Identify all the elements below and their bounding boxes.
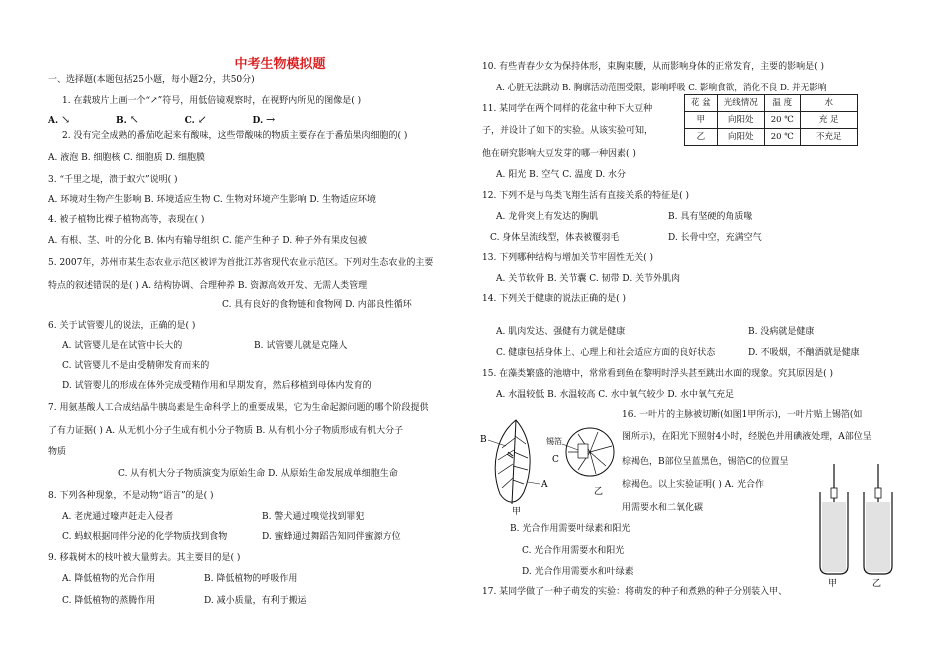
question-13: 13. 下列哪种结构与增加关节牢固性无关( ) bbox=[482, 253, 654, 263]
question-6-option-d: D. 试管婴儿的形成在体外完成受精作用和早期发育，然后移植到母体内发育的 bbox=[62, 381, 372, 391]
question-8-option-c: C. 蚂蚁根据同伴分泌的化学物质找到食物 bbox=[62, 532, 228, 542]
experiment-table bbox=[684, 94, 858, 146]
question-8-option-b: B. 警犬通过嗅觉找到罪犯 bbox=[262, 512, 365, 522]
question-6-option-a: A. 试管婴儿是在试管中长大的 bbox=[62, 341, 183, 351]
question-3-options: A. 环境对生物产生影响 B. 环境适应生物 C. 生物对环境产生影响 D. 生物适应环境 bbox=[48, 195, 377, 205]
leaf-experiment-figure bbox=[478, 408, 620, 518]
question-16-option-b: B. 光合作用需要叶绿素和阳光 bbox=[510, 524, 631, 534]
section-heading: 一、选择题(本题包括25小题，每小题2分，共50分) bbox=[48, 75, 255, 85]
arrow-up-left-icon: ↖ bbox=[129, 113, 139, 126]
table-row bbox=[685, 129, 858, 146]
question-16-line5: 用需要水和二氧化碳 bbox=[622, 503, 704, 513]
flask-jia bbox=[820, 464, 848, 574]
question-4-options: A. 有根、茎、叶的分化 B. 体内有输导组织 C. 能产生种子 D. 种子外有果皮包被 bbox=[48, 236, 368, 246]
question-1: 1. 在载玻片上画一个“↗”符号，用低倍镜观察时，在视野内所见的图像是( ) bbox=[62, 96, 362, 106]
table-row bbox=[685, 112, 858, 129]
question-15: 15. 在藻类繁盛的池塘中，常常看到鱼在黎明时浮头甚至跳出水面的现象。究其原因是( ) bbox=[482, 369, 834, 379]
question-9-option-a: A. 降低植物的光合作用 bbox=[62, 574, 156, 584]
label-jia: 甲 bbox=[512, 507, 522, 517]
question-1-options bbox=[48, 113, 275, 127]
question-9-option-b: B. 降低植物的呼吸作用 bbox=[204, 574, 298, 584]
table-cell: 充 足 bbox=[800, 112, 857, 129]
question-12: 12. 下列不是与鸟类飞翔生活有直接关系的特征是( ) bbox=[482, 191, 690, 201]
label-foil: 锡箔 bbox=[546, 437, 562, 446]
question-11-line1: 11. 某同学在两个同样的花盆中种下大豆种 bbox=[482, 104, 653, 114]
question-16-option-c: C. 光合作用需要水和阳光 bbox=[522, 546, 625, 556]
label-c: C bbox=[552, 455, 559, 465]
table-cell: 向阳处 bbox=[717, 129, 764, 146]
arrow-right-icon: → bbox=[266, 113, 276, 126]
question-2: 2. 没有完全成熟的番茄吃起来有酸味，这些带酸味的物质主要存在于番茄果肉细胞的( ) bbox=[62, 131, 408, 141]
table-header: 温 度 bbox=[764, 95, 800, 112]
table-cell: 不充足 bbox=[800, 129, 857, 146]
flask-yi bbox=[864, 464, 892, 574]
q1-option-b: B. bbox=[115, 116, 127, 126]
question-17: 17. 某同学做了一种子萌发的实验：将萌发的种子和煮熟的种子分别装入甲、 bbox=[482, 587, 788, 597]
question-7-line2: 了有力证据( ) A. 从无机小分子生成有机小分子物质 B. 从有机小分子物质形成有机大分子 bbox=[48, 426, 404, 436]
question-4: 4. 被子植物比裸子植物高等，表现在( ) bbox=[48, 215, 205, 225]
q1-option-c: C. bbox=[184, 116, 195, 126]
question-13-options: A. 关节软骨 B. 关节囊 C. 韧带 D. 关节外肌肉 bbox=[496, 274, 681, 284]
table-cell: 向阳处 bbox=[717, 112, 764, 129]
leaf-jia-drawing bbox=[495, 420, 530, 504]
question-12-option-c: C. 身体呈流线型，体表被覆羽毛 bbox=[490, 233, 620, 243]
question-5-line1: 5. 2007年，苏州市某生态农业示范区被评为首批江苏省现代农业示范区。下列对生态农业的主要 bbox=[48, 258, 434, 268]
question-8-option-a: A. 老虎通过嚎声赶走入侵者 bbox=[62, 512, 174, 522]
question-11-line2: 子，并设计了如下的实验。从该实验可知， bbox=[482, 126, 654, 136]
question-10-options: A. 心脏无法跳动 B. 胸廓活动范围受限，影响呼吸 C. 影响食欲，消化不良 D. 并无影响 bbox=[496, 83, 827, 93]
question-9: 9. 移栽树木的枝叶被大量剪去。其主要目的是( ) bbox=[48, 553, 241, 563]
question-14-option-d: D. 不吸烟，不酗酒就是健康 bbox=[748, 348, 860, 358]
question-14-option-b: B. 没病就是健康 bbox=[748, 327, 815, 337]
question-15-options: A. 水温较低 B. 水温较高 C. 水中氧气较少 D. 水中氧气充足 bbox=[496, 390, 735, 400]
question-7-line3: 物质 bbox=[48, 447, 67, 457]
question-5-line3: C. 具有良好的食物链和食物网 D. 内部良性循环 bbox=[222, 300, 412, 310]
question-7-line4: C. 从有机大分子物质演变为原始生命 D. 从原始生命发展成单细胞生命 bbox=[118, 469, 398, 479]
label-a: A bbox=[541, 480, 548, 490]
arrow-down-left-icon: ↙ bbox=[197, 113, 207, 126]
question-5-line2: 特点的叙述错误的是( ) A. 结构协调、合理种养 B. 资源高效开发、无需人类管理 bbox=[48, 281, 368, 291]
question-9-option-c: C. 降低植物的蒸腾作用 bbox=[62, 596, 156, 606]
q1-option-d: D. bbox=[252, 116, 264, 126]
question-16-line3: 棕褐色，B部位呈蓝黑色，锡箔C的位置呈 bbox=[622, 457, 789, 467]
question-14: 14. 下列关于健康的说法正确的是( ) bbox=[482, 294, 627, 304]
question-8: 8. 下列各种现象，不是动物“语言”的是( ) bbox=[48, 491, 214, 501]
question-6-option-c: C. 试管婴儿不是由受精卵发育而来的 bbox=[62, 361, 210, 371]
question-6-option-b: B. 试管婴儿就是克隆人 bbox=[254, 341, 348, 351]
question-14-option-c: C. 健康包括身体上、心理上和社会适应方面的良好状态 bbox=[496, 348, 716, 358]
flask-label-jia: 甲 bbox=[828, 579, 838, 588]
table-header-row bbox=[685, 95, 858, 112]
question-12-option-a: A. 龙骨突上有发达的胸肌 bbox=[496, 212, 599, 222]
question-7-line1: 7. 用氨基酸人工合成结晶牛胰岛素是生命科学上的重要成果，它为生命起源问题的哪个阶段提供 bbox=[48, 403, 429, 413]
question-12-option-d: D. 长骨中空，充满空气 bbox=[668, 233, 762, 243]
question-16-line4: 棕褐色。以上实验证明( ) A. 光合作 bbox=[622, 480, 764, 490]
leaf-yi-drawing bbox=[566, 428, 614, 476]
table-cell: 20 ℃ bbox=[764, 129, 800, 146]
question-16-option-d: D. 光合作用需要水和叶绿素 bbox=[522, 567, 634, 577]
question-2-options: A. 液泡 B. 细胞核 C. 细胞质 D. 细胞膜 bbox=[48, 153, 206, 163]
flask-label-yi: 乙 bbox=[872, 579, 882, 588]
table-header: 水 bbox=[800, 95, 857, 112]
table-cell: 乙 bbox=[685, 129, 718, 146]
question-9-option-d: D. 减小质量，有利于搬运 bbox=[204, 596, 307, 606]
arrow-down-icon: ↘ bbox=[61, 113, 71, 126]
question-14-option-a: A. 肌肉发达、强健有力就是健康 bbox=[496, 327, 626, 337]
table-cell: 甲 bbox=[685, 112, 718, 129]
table-header: 光线情况 bbox=[717, 95, 764, 112]
question-11-line3: 他在研究影响大豆发芽的哪一种因素( ) bbox=[482, 149, 636, 159]
question-8-option-d: D. 蜜蜂通过舞蹈告知同伴蜜源方位 bbox=[262, 532, 401, 542]
label-b: B bbox=[480, 435, 487, 445]
question-16-line2: 图所示)，在阳光下照射4小时，经脱色并用碘液处理，A部位呈 bbox=[622, 432, 872, 442]
question-10: 10. 有些青春少女为保持体形，束胸束腰，从而影响身体的正常发育，主要的影响是( ) bbox=[482, 62, 825, 72]
question-3: 3. “千里之堤，溃于蚁穴”说明( ) bbox=[48, 175, 178, 185]
question-16-line1: 16. 一叶片的主脉被切断(如图1甲所示)，一叶片贴上锡箔(如 bbox=[622, 410, 863, 420]
label-yi: 乙 bbox=[594, 487, 604, 497]
page-title: 中考生物模拟题 bbox=[234, 57, 326, 72]
table-cell: 20 ℃ bbox=[764, 112, 800, 129]
q1-option-a: A. bbox=[48, 116, 59, 126]
question-6: 6. 关于试管婴儿的说法，正确的是( ) bbox=[48, 321, 196, 331]
question-12-option-b: B. 具有坚硬的角质喙 bbox=[668, 212, 753, 222]
table-header: 花 盆 bbox=[685, 95, 718, 112]
seed-flask-figure bbox=[810, 462, 900, 588]
question-11-options: A. 阳光 B. 空气 C. 温度 D. 水分 bbox=[496, 170, 627, 180]
